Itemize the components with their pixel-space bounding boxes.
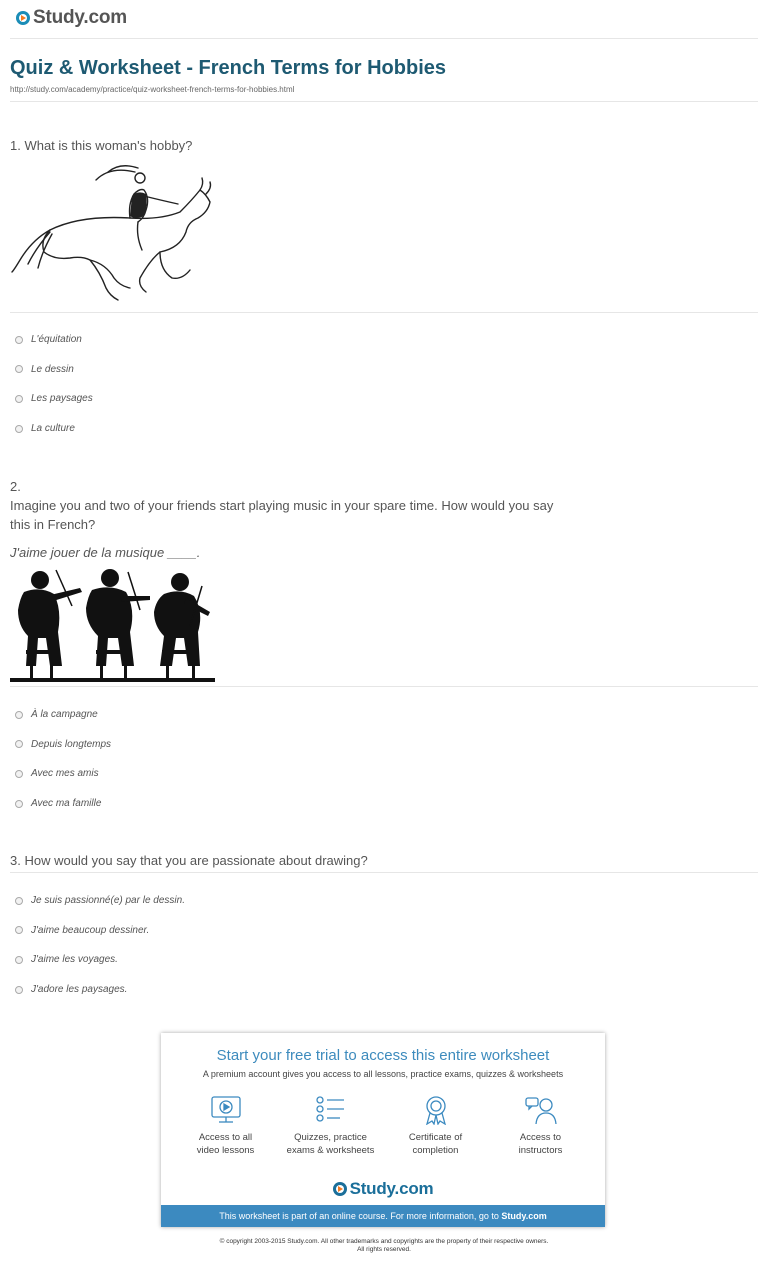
q2-option-1[interactable]: À la campagne [15, 700, 111, 730]
promo-footer [161, 1205, 605, 1227]
study-logo-text: Study.com [33, 7, 127, 28]
radio-button[interactable] [15, 336, 23, 344]
header-divider [10, 38, 758, 39]
radio-button[interactable] [15, 956, 23, 964]
radio-button[interactable] [15, 800, 23, 808]
question-2-number: 2. [10, 479, 21, 494]
radio-button[interactable] [15, 897, 23, 905]
page-title: Quiz & Worksheet - French Terms for Hobbies [10, 57, 446, 79]
feature-label-line1: Access to all [198, 1132, 253, 1143]
q3-option-1[interactable]: Je suis passionné(e) par le dessin. [15, 886, 185, 916]
q3-option-2[interactable]: J'aime beaucoup dessiner. [15, 916, 185, 946]
q3-option-3[interactable]: J'aime les voyages. [15, 945, 185, 975]
promo-title[interactable]: Start your free trial to access this entire worksheet [216, 1047, 550, 1064]
question-3-text: 3. How would you say that you are passionate about drawing? [10, 853, 368, 868]
question-2-divider [10, 686, 758, 687]
feature-label-line2: exams & worksheets [286, 1145, 375, 1156]
q3-option-4[interactable]: J'adore les paysages. [15, 975, 185, 1005]
certificate-icon [419, 1095, 453, 1125]
radio-button[interactable] [15, 986, 23, 994]
question-1-text: 1. What is this woman's hobby? [10, 138, 193, 153]
question-3-divider [10, 872, 758, 873]
radio-button[interactable] [15, 770, 23, 778]
question-2-options [15, 700, 111, 818]
quiz-list-icon [314, 1095, 348, 1125]
violin-trio-image [10, 566, 215, 684]
question-1-divider [10, 312, 758, 313]
feature-video-lessons [173, 1095, 278, 1157]
feature-instructors [488, 1095, 593, 1157]
feature-label-line1: Access to [519, 1132, 562, 1143]
feature-quizzes [278, 1095, 383, 1157]
video-lesson-icon [209, 1095, 243, 1125]
question-2-text-line2: this in French? [10, 517, 96, 532]
radio-button[interactable] [15, 740, 23, 748]
feature-certificate [383, 1095, 488, 1157]
radio-button[interactable] [15, 425, 23, 433]
copyright-line2: All rights reserved. [357, 1246, 411, 1253]
promo-subtitle: A premium account gives you access to all lessons, practice exams, quizzes & worksheets [202, 1069, 564, 1079]
study-logo[interactable] [16, 6, 127, 30]
page-url: http://study.com/academy/practice/quiz-worksheet-french-terms-for-hobbies.html [10, 85, 295, 94]
promo-logo-text: Study.com [349, 1179, 434, 1198]
study-logo-icon [16, 11, 30, 25]
question-1-options [15, 325, 93, 443]
radio-button[interactable] [15, 926, 23, 934]
promo-footer-link[interactable]: Study.com [501, 1211, 547, 1221]
radio-button[interactable] [15, 711, 23, 719]
q1-option-4[interactable]: La culture [15, 414, 93, 444]
radio-button[interactable] [15, 365, 23, 373]
q1-option-2[interactable]: Le dessin [15, 355, 93, 385]
promo-study-logo[interactable] [161, 1179, 605, 1199]
free-trial-promo [161, 1033, 605, 1227]
copyright-line1: © copyright 2003-2015 Study.com. All other trademarks and copyrights are the property of their respective owners. [219, 1238, 549, 1245]
feature-label-line2: instructors [518, 1145, 563, 1156]
horse-rider-image [10, 160, 215, 310]
question-2-hint: J'aime jouer de la musique ____. [10, 545, 201, 560]
q2-option-4[interactable]: Avec ma famille [15, 789, 111, 819]
copyright [0, 1238, 768, 1254]
feature-label-line1: Certificate of [408, 1132, 463, 1143]
study-logo-icon [333, 1182, 347, 1196]
q1-option-1[interactable]: L'équitation [15, 325, 93, 355]
question-2-text-line1: Imagine you and two of your friends start playing music in your spare time. How would you say [10, 498, 554, 513]
promo-footer-text: This worksheet is part of an online course. For more information, go to [219, 1211, 499, 1221]
promo-features [173, 1095, 593, 1157]
feature-label-line1: Quizzes, practice [294, 1132, 367, 1143]
q2-option-2[interactable]: Depuis longtemps [15, 730, 111, 760]
feature-label-line2: video lessons [196, 1145, 255, 1156]
instructors-icon [524, 1095, 558, 1125]
title-divider [10, 101, 758, 102]
radio-button[interactable] [15, 395, 23, 403]
q2-option-3[interactable]: Avec mes amis [15, 759, 111, 789]
question-3-options [15, 886, 185, 1004]
q1-option-3[interactable]: Les paysages [15, 384, 93, 414]
feature-label-line2: completion [412, 1145, 459, 1156]
